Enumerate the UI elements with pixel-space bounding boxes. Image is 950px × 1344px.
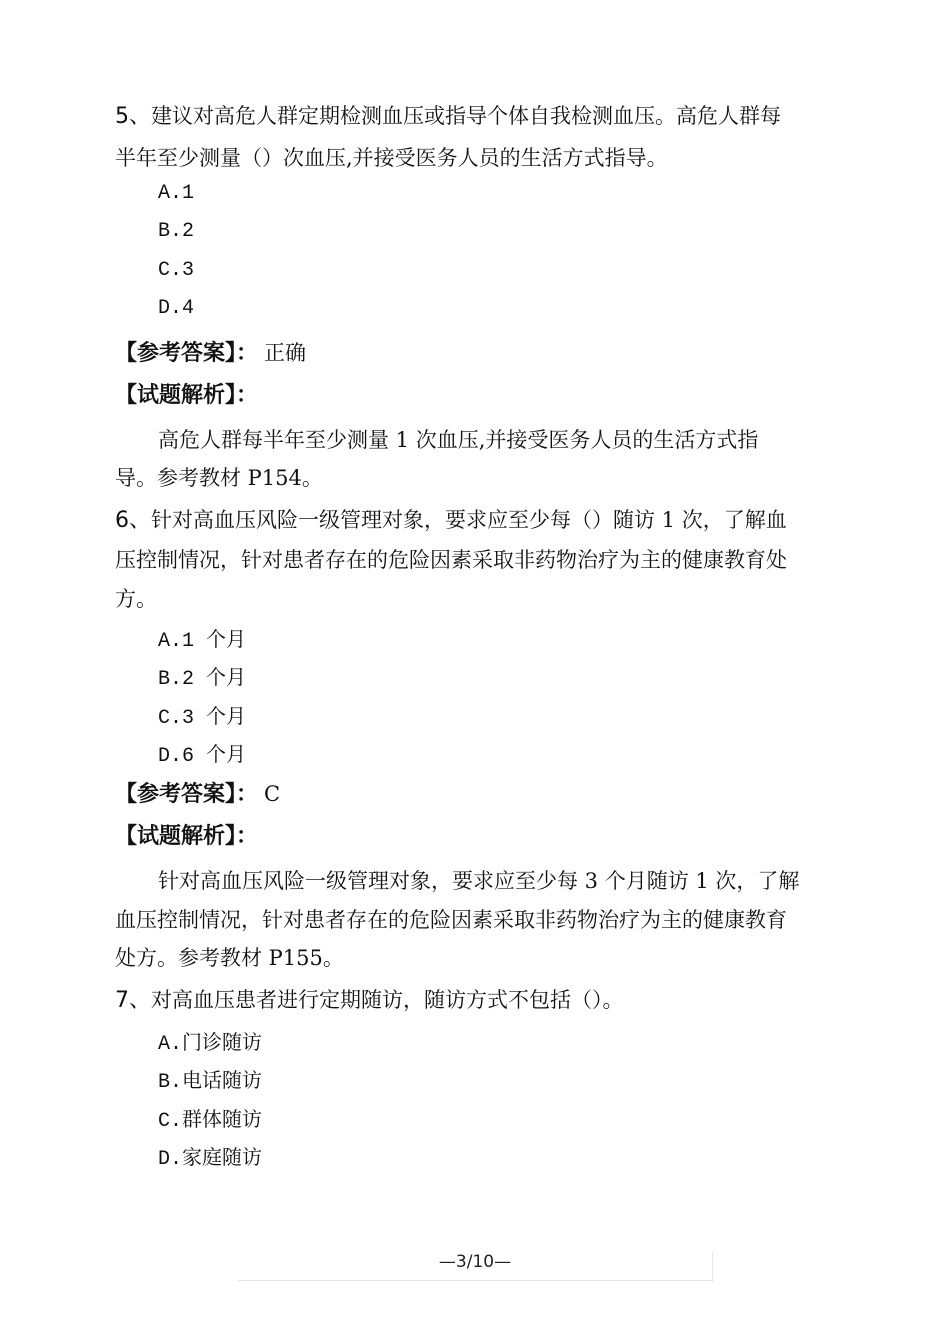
page-number: —3/10—	[438, 1252, 512, 1272]
q5-option-d: D.4	[158, 297, 195, 320]
question-5-text: 建议对高危人群定期检测血压或指导个体自我检测血压。高危人群每	[151, 104, 781, 128]
q6-option-a: A.1 个月	[158, 630, 247, 653]
q5-option-c: C.3	[158, 259, 195, 282]
footer-edge-mark	[712, 1252, 713, 1282]
question-6-line-2: 压控制情况，针对患者存在的危险因素采取非药物治疗为主的健康教育处	[115, 548, 787, 572]
question-7-number: 7、	[115, 988, 151, 1013]
q5-option-b: B.2	[158, 220, 195, 243]
footer-divider	[238, 1280, 713, 1281]
q5-answer-row	[115, 336, 306, 367]
question-6-line-1	[115, 503, 787, 534]
q5-analysis-line-1: 高危人群每半年至少测量 1 次血压,并接受医务人员的生活方式指	[158, 428, 759, 452]
q6-answer-value: C	[264, 782, 281, 806]
question-5-number: 5、	[115, 104, 151, 129]
q6-option-c: C.3 个月	[158, 707, 247, 730]
question-5-line-1	[115, 99, 781, 130]
question-7-text: 对高血压患者进行定期随访，随访方式不包括（）。	[151, 988, 624, 1012]
q7-option-b: B.电话随访	[158, 1071, 263, 1094]
q5-analysis-line-2: 导。参考教材 P154。	[115, 466, 323, 490]
question-7-line-1	[115, 983, 624, 1014]
q6-option-b: B.2 个月	[158, 668, 247, 691]
q5-analysis-label: 【试题解析】：	[115, 383, 259, 408]
q6-analysis-line-1: 针对高血压风险一级管理对象，要求应至少每 3 个月随访 1 次，了解	[158, 869, 800, 893]
question-6-line-3: 方。	[115, 587, 157, 611]
q6-analysis-line-2: 血压控制情况，针对患者存在的危险因素采取非药物治疗为主的健康教育	[115, 908, 787, 932]
q5-answer-value: 正确	[264, 341, 307, 365]
q6-analysis-label: 【试题解析】：	[115, 824, 259, 849]
question-5-line-2: 半年至少测量（）次血压,并接受医务人员的生活方式指导。	[115, 146, 668, 170]
q6-analysis-line-3: 处方。参考教材 P155。	[115, 946, 344, 970]
q6-option-d: D.6 个月	[158, 745, 247, 768]
q5-option-a: A.1	[158, 182, 195, 205]
q6-answer-row	[115, 777, 280, 808]
q7-option-c: C.群体随访	[158, 1110, 263, 1133]
q6-answer-label: 【参考答案】：	[115, 782, 259, 807]
question-6-text: 针对高血压风险一级管理对象，要求应至少每（）随访 1 次，了解血	[151, 508, 787, 532]
question-6-number: 6、	[115, 508, 151, 533]
q7-option-d: D.家庭随访	[158, 1148, 263, 1171]
q5-answer-label: 【参考答案】：	[115, 341, 259, 366]
q7-option-a: A.门诊随访	[158, 1033, 263, 1056]
